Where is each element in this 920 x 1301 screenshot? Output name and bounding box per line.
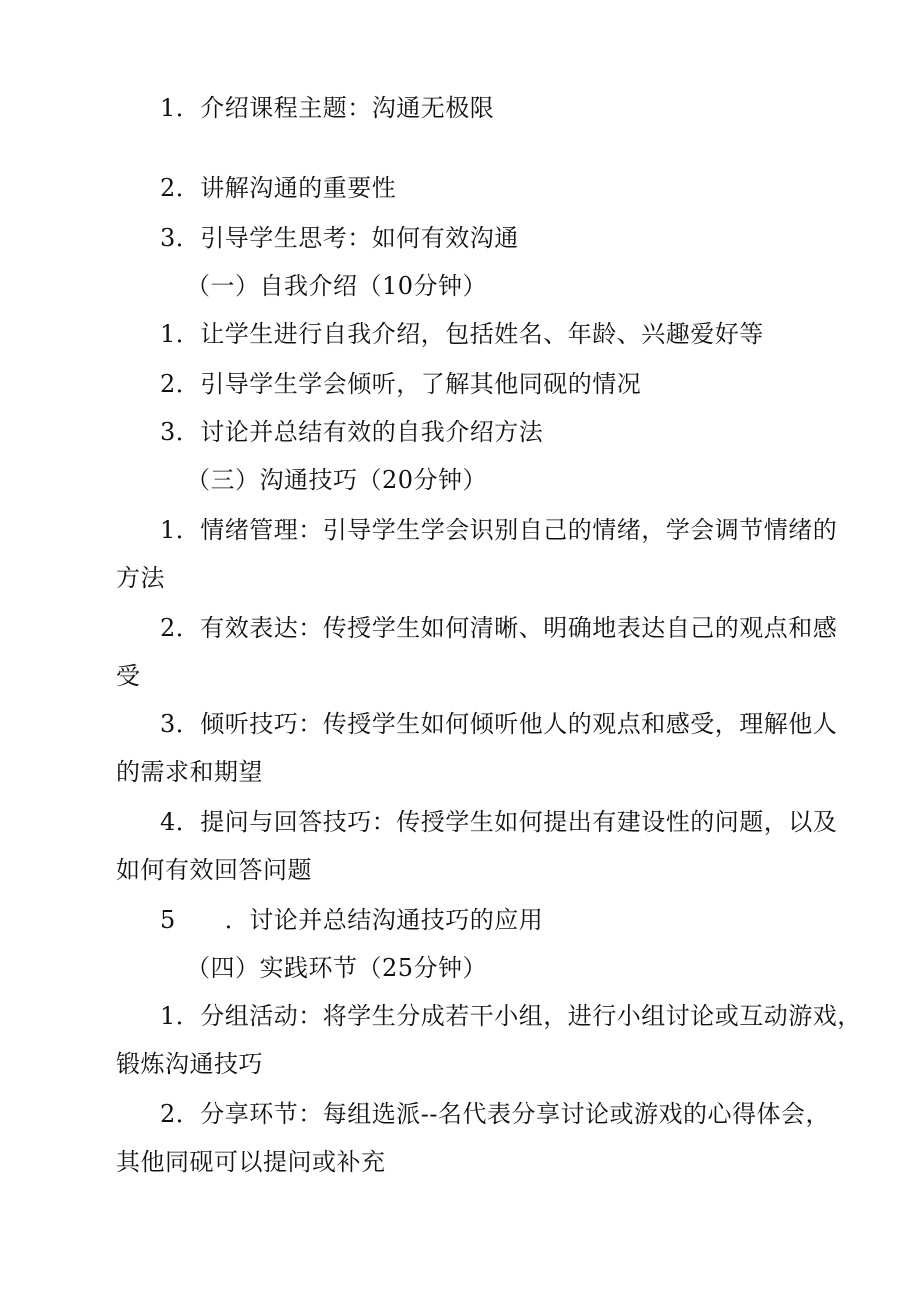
text-line: 1．情绪管理：引导学生学会识别自己的情绪，学会调节情绪的 bbox=[160, 516, 838, 544]
text-line-continued: 受 bbox=[116, 662, 141, 690]
text-line-continued: 锻炼沟通技巧 bbox=[116, 1050, 263, 1078]
text-line: 4．提问与回答技巧：传授学生如何提出有建设性的问题，以及 bbox=[160, 808, 838, 836]
text-line: 3．引导学生思考：如何有效沟通 bbox=[160, 224, 519, 252]
text-line: 1．分组活动：将学生分成若干小组，进行小组讨论或互动游戏， bbox=[160, 1002, 862, 1030]
section-heading: （三）沟通技巧（20分钟） bbox=[186, 466, 488, 494]
text-line-continued: 方法 bbox=[116, 564, 165, 592]
text-line: 2．讲解沟通的重要性 bbox=[160, 174, 397, 202]
text-line-continued: 的需求和期望 bbox=[116, 758, 263, 786]
text-line: 1．让学生进行自我介绍，包括姓名、年龄、兴趣爱好等 bbox=[160, 320, 764, 348]
text-line: 3．讨论并总结有效的自我介绍方法 bbox=[160, 418, 544, 446]
text-line-continued: 其他同砚可以提问或补充 bbox=[116, 1148, 386, 1176]
text-line: 2．引导学生学会倾听，了解其他同砚的情况 bbox=[160, 370, 642, 398]
section-heading: （一）自我介绍（10分钟） bbox=[186, 272, 488, 300]
section-heading: （四）实践环节（25分钟） bbox=[186, 954, 488, 982]
text-line-continued: 如何有效回答问题 bbox=[116, 856, 312, 884]
text-line: 3．倾听技巧：传授学生如何倾听他人的观点和感受，理解他人 bbox=[160, 710, 838, 738]
text-line: 5 ．讨论并总结沟通技巧的应用 bbox=[160, 906, 544, 934]
text-line: 2．有效表达：传授学生如何清晰、明确地表达自己的观点和感 bbox=[160, 614, 838, 642]
text-line: 1．介绍课程主题：沟通无极限 bbox=[160, 94, 495, 122]
text-line: 2．分享环节：每组选派--名代表分享讨论或游戏的心得体会， bbox=[160, 1100, 830, 1128]
